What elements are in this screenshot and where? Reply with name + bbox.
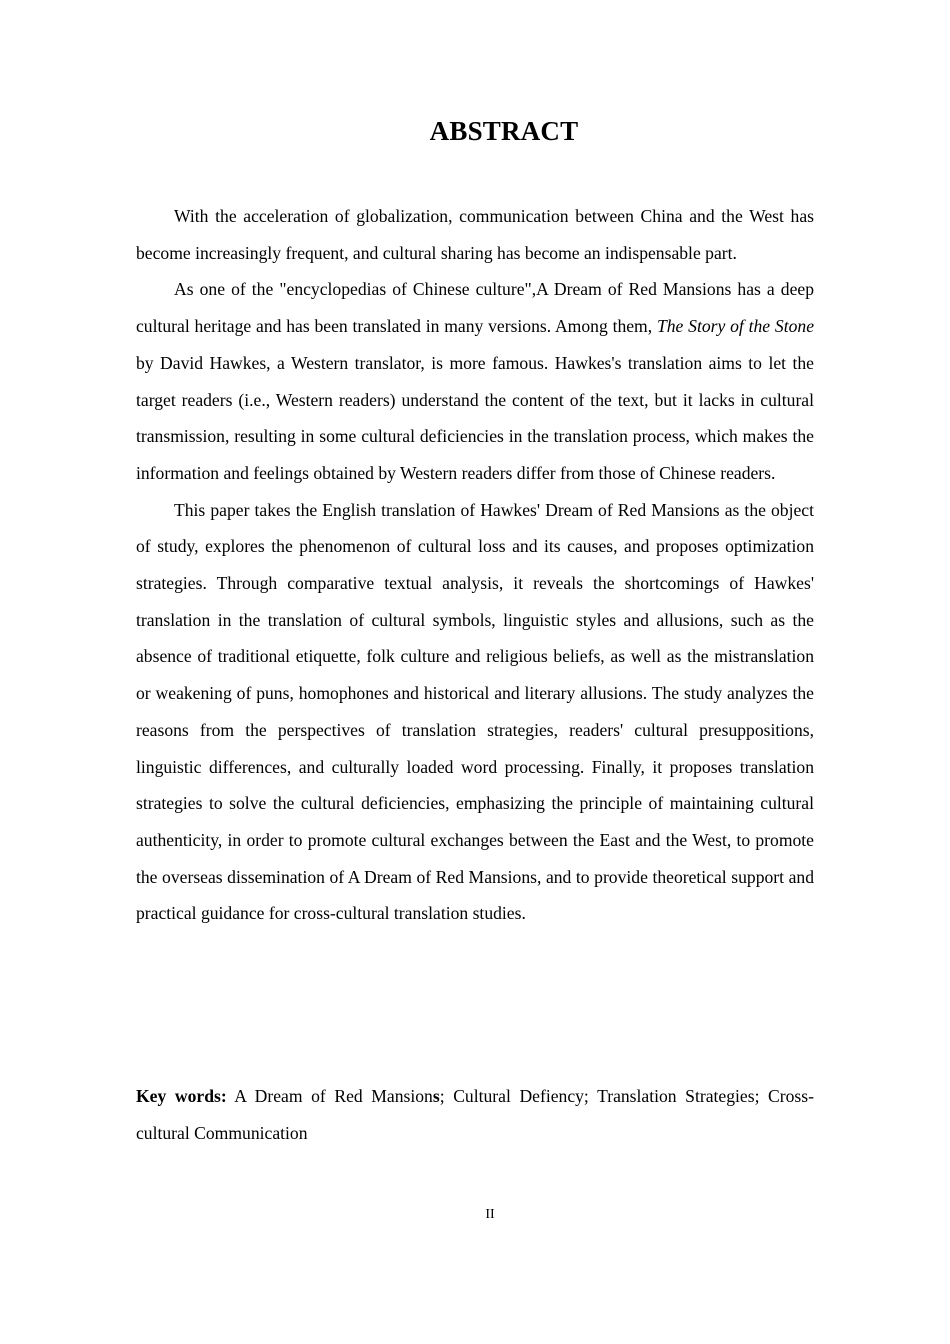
abstract-paragraph-3: This paper takes the English translation of Hawkes' Dream of Red Mansions as the object of study, explores the phenomenon of cultural loss and its causes, and proposes optimization strategies. Through comparative textual analysis, it reveals the shortcomings of Hawkes' translation in the translation of cultural symbols, linguistic styles and allusions, such as the absence of traditional etiquette, folk culture and religious beliefs, as well as the mistranslation or weakening of puns, homophones and historical and literary allusions. The study analyzes the reasons from the perspectives of translation strategies, readers' cultural presuppositions, linguistic differences, and culturally loaded word processing. Finally, it proposes translation strategies to solve the cultural deficiencies, emphasizing the principle of maintaining cultural authenticity, in order to promote cultural exchanges between the East and the West, to promote the overseas dissemination of A Dream of Red Mansions, and to provide theoretical support and practical guidance for cross-cultural translation studies.: [136, 499, 814, 924]
abstract-body: [136, 198, 814, 932]
page-number: II: [485, 1207, 495, 1222]
keywords-bold-letter: s: [432, 1086, 440, 1106]
book-title-italic: The Story of the Stone: [656, 316, 815, 337]
keywords-text-end: ; Cultural Defiency; Translation Strategies; Cross-cultural Communication: [136, 1086, 814, 1143]
paragraph-2-text-end: by David Hawkes, a Western translator, is more famous. Hawkes's translation aims to let the target readers (i.e., Western readers) understand the content of the text, but it lacks in cultural transmission, resulting in some cultural deficiencies in the translation process, which makes the information and feelings obtained by Western readers differ from those of Chinese readers.: [136, 352, 814, 483]
paragraph-2-text-start: As one of the "encyclopedias of Chinese culture",A Dream of Red Mansions has a deep cultural heritage and has been translated in many versions. Among them,: [136, 279, 814, 337]
page-title: ABSTRACT: [429, 116, 579, 146]
keywords-text-start: A Dream of Red Mansion: [226, 1086, 433, 1106]
abstract-paragraph-1: With the acceleration of globalization, communication between China and the West has become increasingly frequent, and cultural sharing has become an indispensable part.: [136, 206, 814, 263]
keywords-label: Key words:: [136, 1086, 227, 1106]
abstract-paragraph-2: [136, 271, 814, 491]
keywords-line: [136, 1078, 814, 1151]
